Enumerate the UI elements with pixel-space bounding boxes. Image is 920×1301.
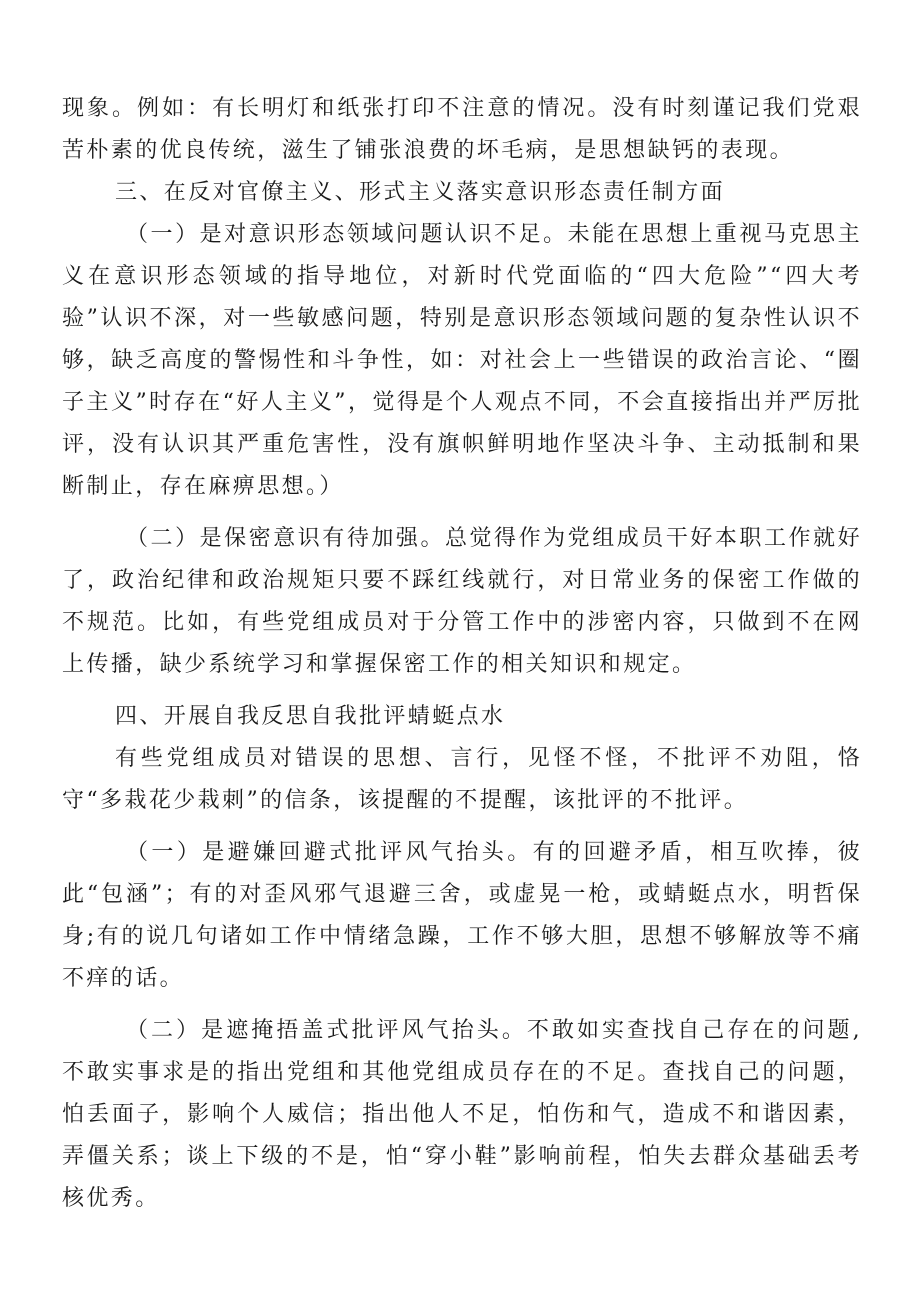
- paragraph-ideology-awareness: （一）是对意识形态领域问题认识不足。未能在思想上重视马克思主义在意识形态领域的指导地位，对新时代党面临的“四大危险”“四大考验”认识不深，对一些敏感问题，特别是意识形态领域问题的复杂性认识不够，缺乏高度的警惕性和斗争性，如：对社会上一些错误的政治言论、“圈子主义”时存在“好人主义”，觉得是个人观点不同，不会直接指出并严厉批评，没有认识其严重危害性，没有旗帜鲜明地作坚决斗争、主动抵制和果断制止，存在麻痹思想。）: [62, 222, 862, 499]
- section-heading-4: 四、开展自我反思自我批评蜻蜓点水: [115, 704, 506, 729]
- section-heading-3: 三、在反对官僚主义、形式主义落实意识形态责任制方面: [115, 180, 726, 205]
- document-page: [62, 88, 862, 1220]
- paragraph-confidentiality: （二）是保密意识有待加强。总觉得作为党组成员干好本职工作就好了，政治纪律和政治规矩只要不踩红线就行，对日常业务的保密工作做的不规范。比如，有些党组成员对于分管工作中的涉密内容，只做到不在网上传播，缺少系统学习和掌握保密工作的相关知识和规定。: [62, 526, 862, 677]
- paragraph-self-criticism-intro: 有些党组成员对错误的思想、言行，见怪不怪，不批评不劝阻，恪守“多栽花少栽刺”的信条，该提醒的不提醒，该批评的不批评。: [62, 746, 862, 813]
- paragraph-cover-up-criticism: （二）是遮掩捂盖式批评风气抬头。不敢如实查找自己存在的问题,不敢实事求是的指出党组和其他党组成员存在的不足。查找自己的问题，怕丢面子，影响个人威信；指出他人不足，怕伤和气，造成不和谐因素，弄僵关系；谈上下级的不是，怕“穿小鞋”影响前程，怕失去群众基础丢考核优秀。: [62, 1018, 862, 1211]
- paragraph-waste-issue: 现象。例如：有长明灯和纸张打印不注意的情况。没有时刻谨记我们党艰苦朴素的优良传统，滋生了铺张浪费的坏毛病，是思想缺钙的表现。: [62, 96, 862, 163]
- paragraph-avoidance-criticism: （一）是避嫌回避式批评风气抬头。有的回避矛盾，相互吹捧，彼此“包涵”；有的对歪风邪气退避三舍，或虚晃一枪，或蜻蜓点水，明哲保身;有的说几句诸如工作中情绪急躁，工作不够大胆，思想不够解放等不痛不痒的话。: [62, 840, 862, 991]
